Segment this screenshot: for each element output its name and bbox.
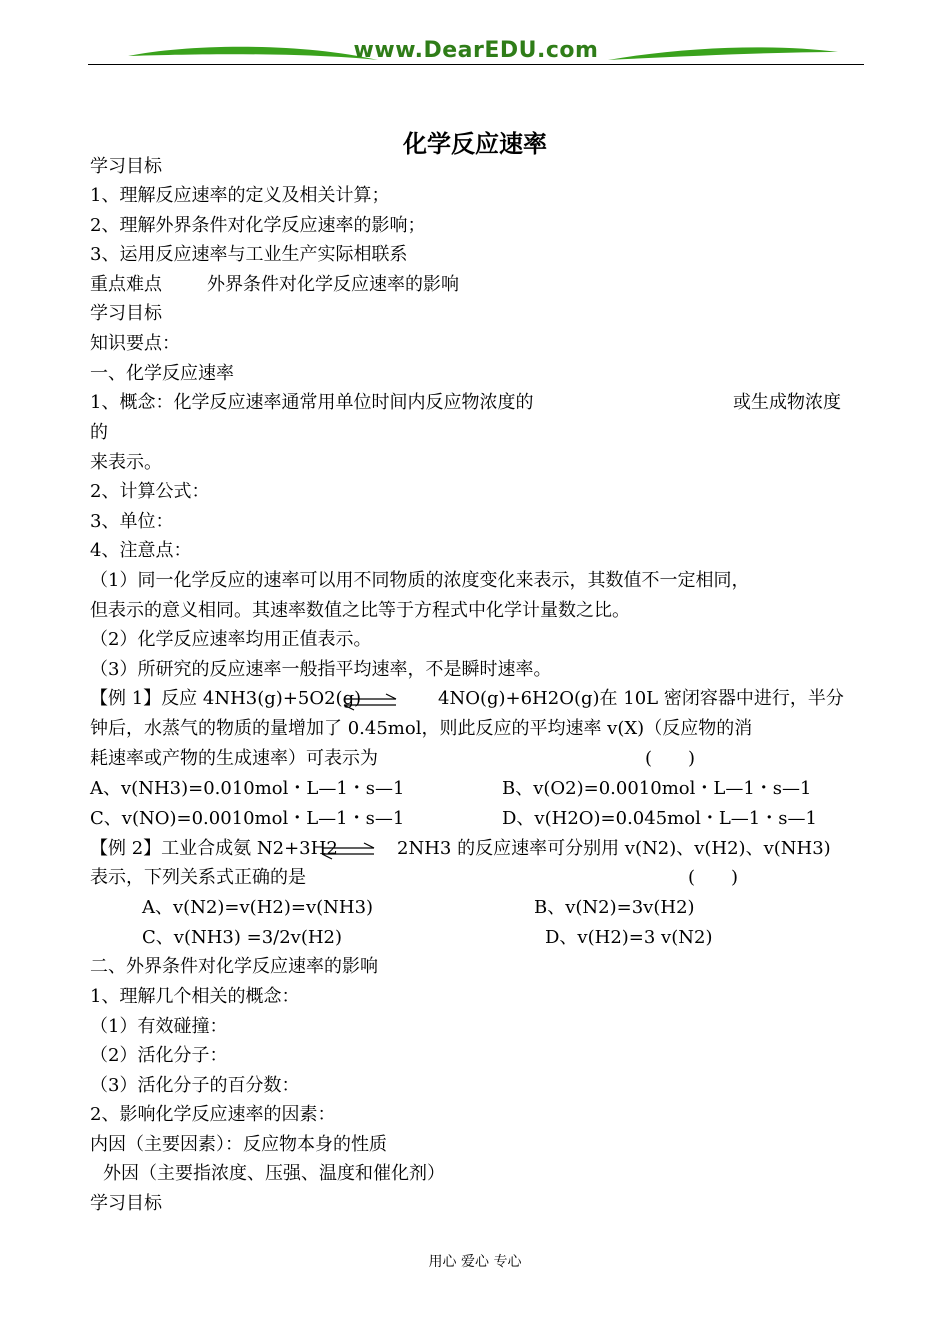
text-line: 外界条件对化学反应速率的影响 xyxy=(207,274,459,295)
reversible-arrow-icon xyxy=(342,693,398,711)
text-line: （1）同一化学反应的速率可以用不同物质的浓度变化来表示，其数值不一定相同， xyxy=(90,570,750,591)
text-line: （2）活化分子： xyxy=(90,1045,228,1066)
text-line: 耗速率或产物的生成速率）可表示为 xyxy=(90,748,378,769)
option-a: A、v(N2)=v(H2)=v(NH3) xyxy=(142,897,374,918)
text-line: 1、理解几个相关的概念： xyxy=(90,986,300,1007)
text-line: 学习目标 xyxy=(90,156,162,177)
text-line: 2、理解外界条件对化学反应速率的影响； xyxy=(90,215,426,236)
text-line: 【例 2】工业合成氨 N2+3H2 xyxy=(90,838,338,859)
text-line: 的 xyxy=(90,422,108,443)
reversible-arrow-icon xyxy=(320,842,376,860)
text-line: 知识要点： xyxy=(90,333,180,354)
option-b: B、v(N2)=3v(H2) xyxy=(534,897,695,918)
option-b: B、v(O2)=0.0010mol・L—1・s—1 xyxy=(502,778,812,799)
text-line: 4NO(g)+6H2O(g)在 10L 密闭容器中进行，半分 xyxy=(438,688,844,709)
option-a: A、v(NH3)=0.010mol・L—1・s—1 xyxy=(90,778,405,799)
page-footer: 用心 爱心 专心 xyxy=(428,1254,522,1270)
text-line: 3、单位： xyxy=(90,511,174,532)
text-line: （3）所研究的反应速率一般指平均速率，不是瞬时速率。 xyxy=(90,659,552,680)
site-url: www.DearEDU.com xyxy=(353,38,599,63)
option-c: C、v(NH3) =3/2v(H2) xyxy=(142,927,343,948)
text-line: 表示，下列关系式正确的是 xyxy=(90,867,306,888)
text-line: 2、影响化学反应速率的因素： xyxy=(90,1104,336,1125)
text-line: 一、化学反应速率 xyxy=(90,363,234,384)
text-line: （1）有效碰撞： xyxy=(90,1016,228,1037)
answer-bracket: ( ) xyxy=(645,748,696,769)
text-line: 来表示。 xyxy=(90,452,162,473)
page-header xyxy=(88,32,864,72)
text-line: 重点难点 xyxy=(90,274,162,295)
text-line: 钟后，水蒸气的物质的量增加了 0.45mol，则此反应的平均速率 v(X)（反应物的消 xyxy=(90,718,753,739)
text-line: 4、注意点： xyxy=(90,540,192,561)
text-line: 内因（主要因素）：反应物本身的性质 xyxy=(90,1134,387,1155)
text-line: （2）化学反应速率均用正值表示。 xyxy=(90,629,372,650)
text-line: 或生成物浓度 xyxy=(733,392,841,413)
text-line: 学习目标 xyxy=(90,1193,162,1214)
document-title: 化学反应速率 xyxy=(403,130,547,158)
text-line: 外因（主要指浓度、压强、温度和催化剂） xyxy=(103,1163,445,1184)
text-line: 2NH3 的反应速率可分别用 v(N2)、v(H2)、v(NH3) xyxy=(397,838,831,859)
text-line: 二、外界条件对化学反应速率的影响 xyxy=(90,956,378,977)
text-line: 2、计算公式： xyxy=(90,481,210,502)
header-rule xyxy=(88,64,864,65)
text-line: 3、运用反应速率与工业生产实际相联系 xyxy=(90,244,408,265)
text-line: 学习目标 xyxy=(90,303,162,324)
answer-bracket: ( ) xyxy=(688,867,739,888)
option-c: C、v(NO)=0.0010mol・L—1・s—1 xyxy=(90,808,405,829)
option-d: D、v(H2O)=0.045mol・L—1・s—1 xyxy=(502,808,817,829)
text-line: 【例 1】反应 4NH3(g)+5O2(g) xyxy=(90,688,362,709)
text-line: 1、理解反应速率的定义及相关计算； xyxy=(90,185,390,206)
text-line: 但表示的意义相同。其速率数值之比等于方程式中化学计量数之比。 xyxy=(90,600,630,621)
option-d: D、v(H2)=3 v(N2) xyxy=(545,927,713,948)
text-line: 1、概念：化学反应速率通常用单位时间内反应物浓度的 xyxy=(90,392,534,413)
text-line: （3）活化分子的百分数： xyxy=(90,1075,300,1096)
